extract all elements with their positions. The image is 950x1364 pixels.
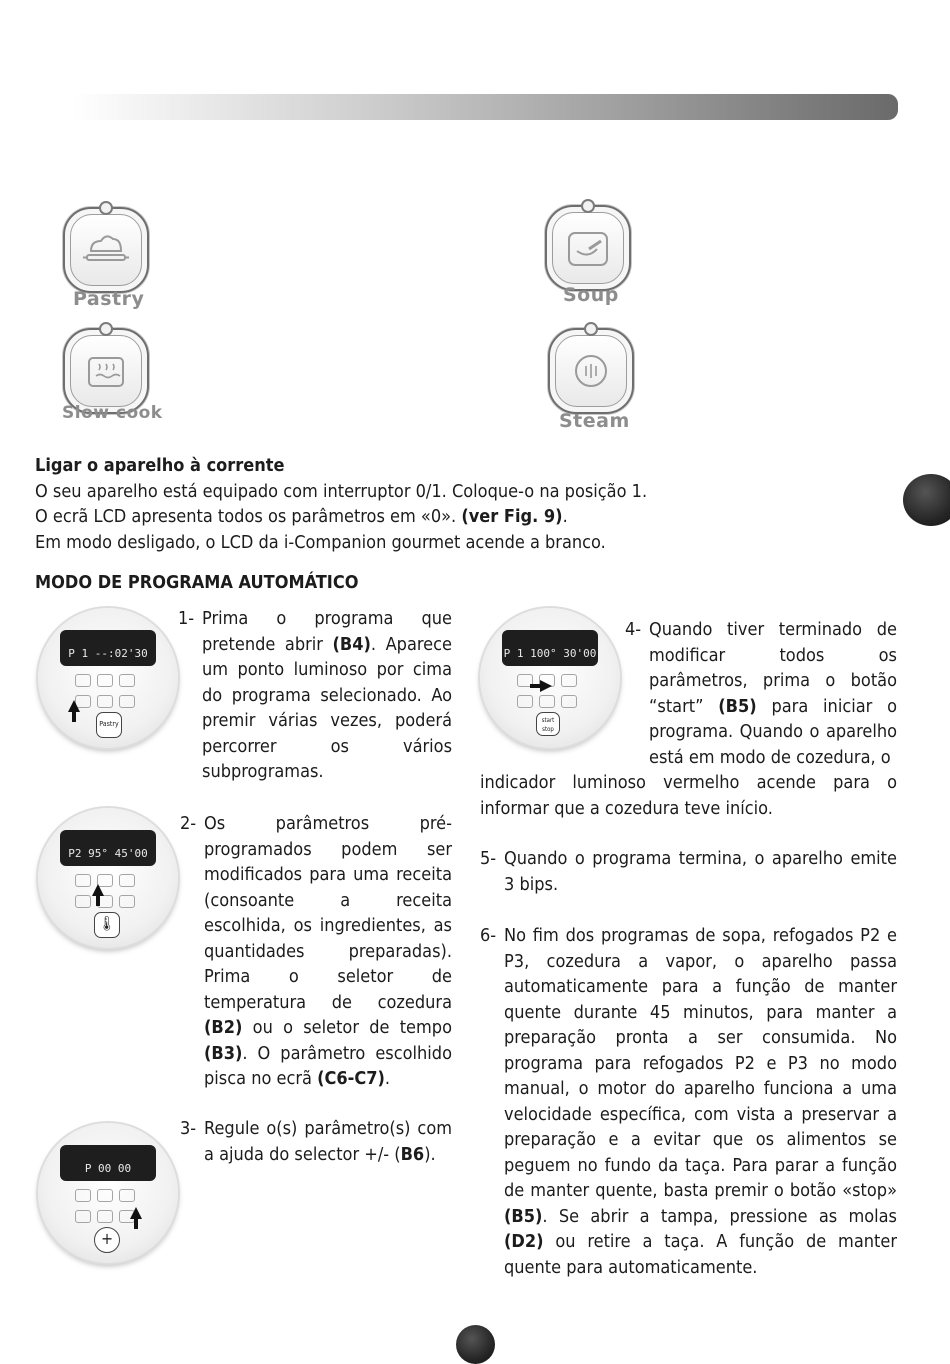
control-buttons — [72, 872, 148, 908]
pastry-badge: Pastry — [96, 712, 122, 738]
step-4: 4- Quando tiver terminado de modificar todos os parâmetros, prima o botão “start” (B5) para iniciar o programa. Quando o aparelho está em modo de cozedura, o — [625, 619, 897, 768]
soup-label: Soup — [563, 284, 619, 306]
section-heading: MODO DE PROGRAMA AUTOMÁTICO — [35, 572, 359, 593]
intro-line-1: O seu aparelho está equipado com interruptor 0/1. Coloque-o na posição 1. — [35, 481, 648, 502]
indicator-dot — [581, 199, 595, 213]
steam-icon — [566, 346, 616, 396]
figure-step-1 — [38, 608, 178, 748]
lcd-display: P 1 100° 30'00 — [502, 630, 598, 666]
lcd-display: P 1 --:02'30 — [60, 630, 156, 666]
step-4-continuation: indicador luminoso vermelho acende para o informar que a cozedura teve início. — [480, 772, 897, 819]
press-arrow-icon — [92, 884, 104, 896]
thermometer-icon: 🌡 — [94, 912, 120, 938]
indicator-dot — [584, 322, 598, 336]
pastry-icon — [81, 225, 131, 275]
pastry-label: Pastry — [73, 288, 145, 310]
intro-line-2: O ecrã LCD apresenta todos os parâmetros em «0». (ver Fig. 9). — [35, 506, 568, 527]
page-number-marker — [456, 1325, 495, 1364]
control-buttons — [72, 672, 148, 708]
figure-step-4 — [480, 608, 620, 748]
step-3: 3- Regule o(s) parâmetro(s) com a ajuda do selector +/- (B6). — [180, 1118, 452, 1165]
step-5: 5- Quando o programa termina, o aparelho emite 3 bips. — [480, 848, 897, 895]
soup-bowl-icon — [563, 223, 613, 273]
step-6: 6- No fim dos programas de sopa, refogados P2 e P3, cozedura a vapor, o aparelho passa automaticamente para a função de manter quente durante 45 minutos, para manter a preparação pronta a ser consumida. No programa para refogados P2 e P3 no modo manual, o motor do aparelho funciona a uma velocidade específica, com vista a preservar a preparação e a evitar que os alimentos se peguem no fundo da taça. Para parar a função de manter quente, basta premir o botão «stop» (B5). Se abrir a tampa, pressione as molas (D2) ou retire a taça. A função de manter quente para automaticamente. — [480, 925, 897, 1278]
step-2: 2- Os parâmetros pré-programados podem ser modificados para uma receita (consoante a receita escolhida, os ingredientes, as quantidades preparadas). Prima o seletor de temperatura de cozedura (B2) ou o seletor de tempo (B3). O parâmetro escolhido pisca no ecrã (C6-C7). — [180, 813, 452, 1089]
press-arrow-icon — [130, 1207, 142, 1219]
pastry-program-button[interactable] — [63, 207, 149, 293]
section-tab-marker — [903, 474, 950, 526]
steam-label: Steam — [559, 410, 630, 432]
figure-step-2 — [38, 808, 178, 948]
indicator-dot — [99, 201, 113, 215]
indicator-dot — [99, 322, 113, 336]
intro-line-3: Em modo desligado, o LCD da i-Companion gourmet acende a branco. — [35, 532, 606, 553]
slow-cook-label: Slow cook — [62, 403, 163, 423]
power-on-heading: Ligar o aparelho à corrente — [35, 455, 285, 476]
lcd-display: P2 95° 45'00 — [60, 830, 156, 866]
step-1: 1- Prima o programa que pretende abrir (B4). Aparece um ponto luminoso por cima do programa selecionado. Ao premir várias vezes, poderá percorrer os vários subprogramas. — [178, 608, 452, 782]
slow-cook-program-button[interactable] — [63, 328, 149, 414]
plus-badge: + — [94, 1227, 120, 1253]
figure-step-3 — [38, 1123, 178, 1263]
steam-program-button[interactable] — [548, 328, 634, 414]
control-buttons — [514, 672, 590, 708]
figure-reference: (ver Fig. 9) — [461, 506, 563, 527]
slow-cook-pot-icon — [81, 346, 131, 396]
press-arrow-icon — [68, 700, 80, 712]
soup-program-button[interactable] — [545, 205, 631, 291]
header-gradient-bar — [72, 94, 898, 120]
press-arrow-icon — [540, 680, 552, 692]
lcd-display: P 00 00 — [60, 1145, 156, 1181]
start-stop-badge: start stop — [536, 712, 560, 736]
